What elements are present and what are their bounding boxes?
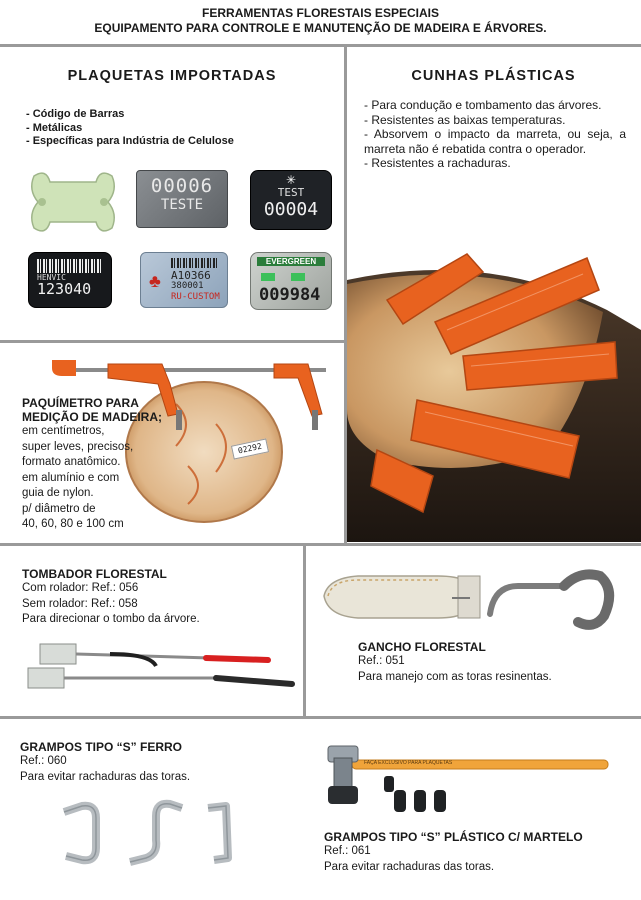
tag-number: 123040 [37, 280, 92, 298]
tombador-line: Com rolador: Ref.: 056 [22, 582, 139, 594]
green-marker [291, 273, 305, 281]
tag-label: HENVIC [37, 273, 66, 282]
tag-label: RU-CUSTOM [171, 292, 220, 302]
metal-tag-image [136, 170, 228, 228]
tag-number: A10366 [171, 269, 211, 282]
gancho-title: GANCHO FLORESTAL [358, 640, 486, 654]
grampos-ferro-line: Para evitar rachaduras das toras. [20, 770, 191, 783]
green-marker [261, 273, 275, 281]
paquimetro-line: em centímetros, [22, 425, 105, 437]
iron-s-clamps-image [56, 796, 246, 876]
paquimetro-line: 40, 60, 80 e 100 cm [22, 518, 124, 530]
paquimetro-title: PAQUÍMETRO PARA [22, 396, 139, 410]
grampos-plastico-line: Ref.: 061 [324, 845, 371, 857]
tag-label: TEST [277, 186, 305, 199]
plastic-tag-image [26, 170, 120, 234]
tombador-line: Para direcionar o tombo da árvore. [22, 613, 200, 625]
tag-number: 00004 [263, 199, 319, 220]
paquimetro-line: p/ diâmetro de [22, 502, 96, 515]
star-icon: ✳ [285, 173, 297, 187]
black-tag-image [250, 170, 332, 230]
gancho-line: Ref.: 051 [358, 655, 405, 667]
grampos-plastico-line: Para evitar rachaduras das toras. [324, 860, 495, 873]
grampos-plastico-text [324, 830, 583, 875]
grampos-ferro-line: Ref.: 060 [20, 755, 67, 767]
aluminum-tag-image [140, 252, 228, 308]
plaquetas-title: PLAQUETAS IMPORTADAS [67, 68, 277, 84]
tag-label: EVERGREEN [257, 257, 325, 266]
bullet-item: - Metálicas [26, 121, 83, 134]
plaquetas-bullets [26, 108, 234, 149]
paquimetro-line: super leves, precisos, [22, 440, 134, 453]
grampos-ferro-text [20, 740, 190, 785]
tombador-line: Sem rolador: Ref.: 058 [22, 597, 138, 610]
log-tag: 02292 [231, 438, 269, 459]
bullet-item: - Código de Barras [26, 108, 125, 120]
paquimetro-line: guia de nylon. [22, 487, 94, 499]
gancho-text [358, 640, 552, 685]
paquimetro-title-2: MEDIÇÃO DE MADEIRA; [22, 410, 162, 424]
paquimetro-line: em alumínio e com [22, 471, 120, 484]
tag-label: TESTE [160, 197, 204, 213]
tag-number: 00006 [150, 175, 214, 197]
divider-lower [0, 716, 641, 719]
gancho-line: Para manejo com as toras resinentas. [358, 670, 552, 683]
cunhas-item: - Resistentes as baixas temperaturas. [364, 112, 566, 127]
barcode-graphic [171, 258, 219, 268]
grampos-ferro-title: GRAMPOS TIPO “S” FERRO [20, 740, 183, 754]
divider-mid [0, 543, 641, 546]
plastic-wedges-image [347, 250, 641, 542]
barcode-tag-image [28, 252, 112, 308]
tree-icon: ♣ [149, 271, 161, 291]
tombador-text [22, 567, 200, 628]
forest-hook-image [318, 566, 618, 636]
cunhas-description [364, 98, 626, 171]
divider-left-mid [0, 340, 346, 343]
bullet-item: - Específicas para Indústria de Celulose [26, 135, 234, 147]
hammer-with-s-clamps-image [322, 742, 612, 820]
divider-center-lower [303, 543, 306, 718]
paquimetro-line: formato anatômico. [22, 456, 121, 468]
tag-number: 009984 [259, 285, 321, 305]
cunhas-item: - Absorvem o impacto da marreta, ou seja, a marreta não é rebatida contra o operador. [364, 127, 626, 156]
felling-lever-image [20, 640, 300, 700]
header-line-1: FERRAMENTAS FLORESTAIS ESPECIAIS [202, 6, 439, 20]
barcode-graphic [37, 259, 103, 273]
cunhas-item: - Para condução e tombamento das árvores. [364, 98, 602, 112]
hammer-label: FAÇA EXCLUSIVO PARA PLAQUETAS [364, 760, 453, 766]
tombador-title: TOMBADOR FLORESTAL [22, 567, 167, 581]
tag-number: 380001 [171, 281, 204, 291]
header-line-2: EQUIPAMENTO PARA CONTROLE E MANUTENÇÃO DE MADEIRA E ÁRVORES. [94, 21, 547, 35]
divider-top [0, 44, 641, 47]
cunhas-title: CUNHAS PLÁSTICAS [411, 68, 576, 84]
cunhas-item: - Resistentes a rachaduras. [364, 156, 511, 170]
paquimetro-text [22, 396, 162, 533]
grampos-plastico-title: GRAMPOS TIPO “S” PLÁSTICO C/ MARTELO [324, 830, 583, 844]
evergreen-tag-image [250, 252, 332, 310]
page-header [0, 6, 641, 36]
